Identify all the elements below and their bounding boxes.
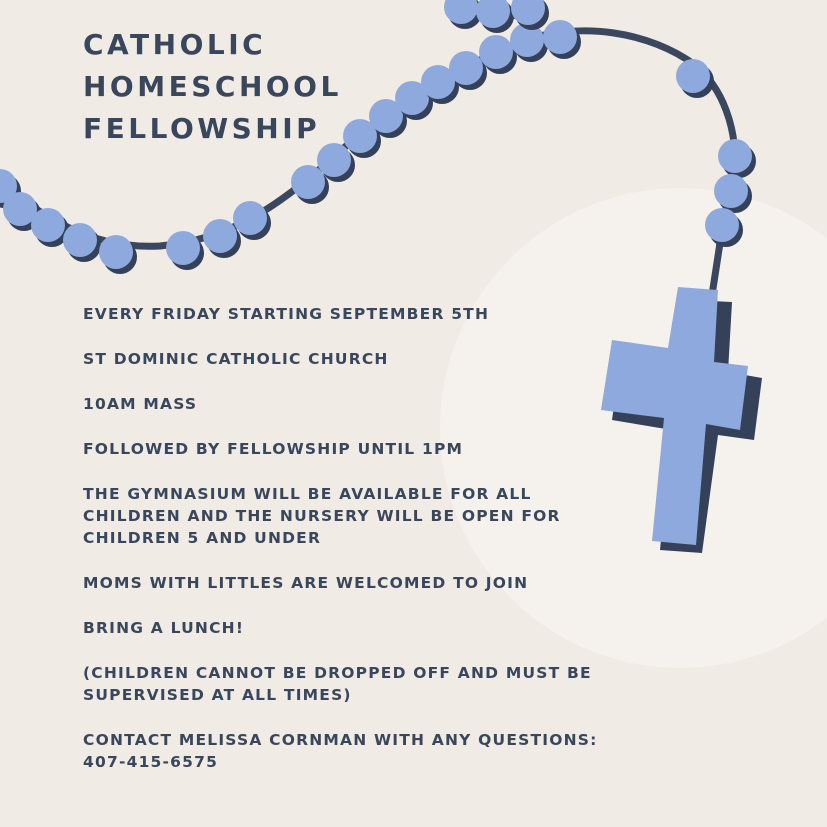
event-details [83,303,603,796]
rosary-bead [203,219,237,253]
contact-text: CONTACT MELISSA CORNMAN WITH ANY QUESTIONS: 407-415-6575 [83,731,598,771]
title-line-2: HOMESCHOOL [83,70,342,103]
rosary-bead [233,201,267,235]
rosary-bead [676,59,710,93]
rosary-bead [166,231,200,265]
rosary-bead [31,208,65,242]
rosary-bead [291,165,325,199]
rosary-bead [705,208,739,242]
rosary-bead [479,35,513,69]
page-title [83,24,342,150]
rosary-bead [99,235,133,269]
rosary-bead [63,223,97,257]
title-line-3: FELLOWSHIP [83,112,321,145]
rosary-bead [718,139,752,173]
mass-time-text: 10AM MASS [83,395,198,413]
rosary-bead [543,20,577,54]
rosary-bead [714,174,748,208]
location-text: ST DOMINIC CATHOLIC CHURCH [83,350,389,368]
rosary-bead [449,51,483,85]
schedule-text: EVERY FRIDAY STARTING SEPTEMBER 5TH [83,305,490,323]
fellowship-text: FOLLOWED BY FELLOWSHIP UNTIL 1PM [83,440,464,458]
moms-text: MOMS WITH LITTLES ARE WELCOMED TO JOIN [83,574,529,592]
title-line-1: CATHOLIC [83,28,267,61]
cross-icon [601,287,762,553]
facilities-text: THE GYMNASIUM WILL BE AVAILABLE FOR ALL CHILDREN AND THE NURSERY WILL BE OPEN FOR CHILDREN 5 AND UNDER [83,485,561,547]
lunch-text: BRING A LUNCH! [83,619,245,637]
supervision-text: (CHILDREN CANNOT BE DROPPED OFF AND MUST BE SUPERVISED AT ALL TIMES) [83,664,592,704]
